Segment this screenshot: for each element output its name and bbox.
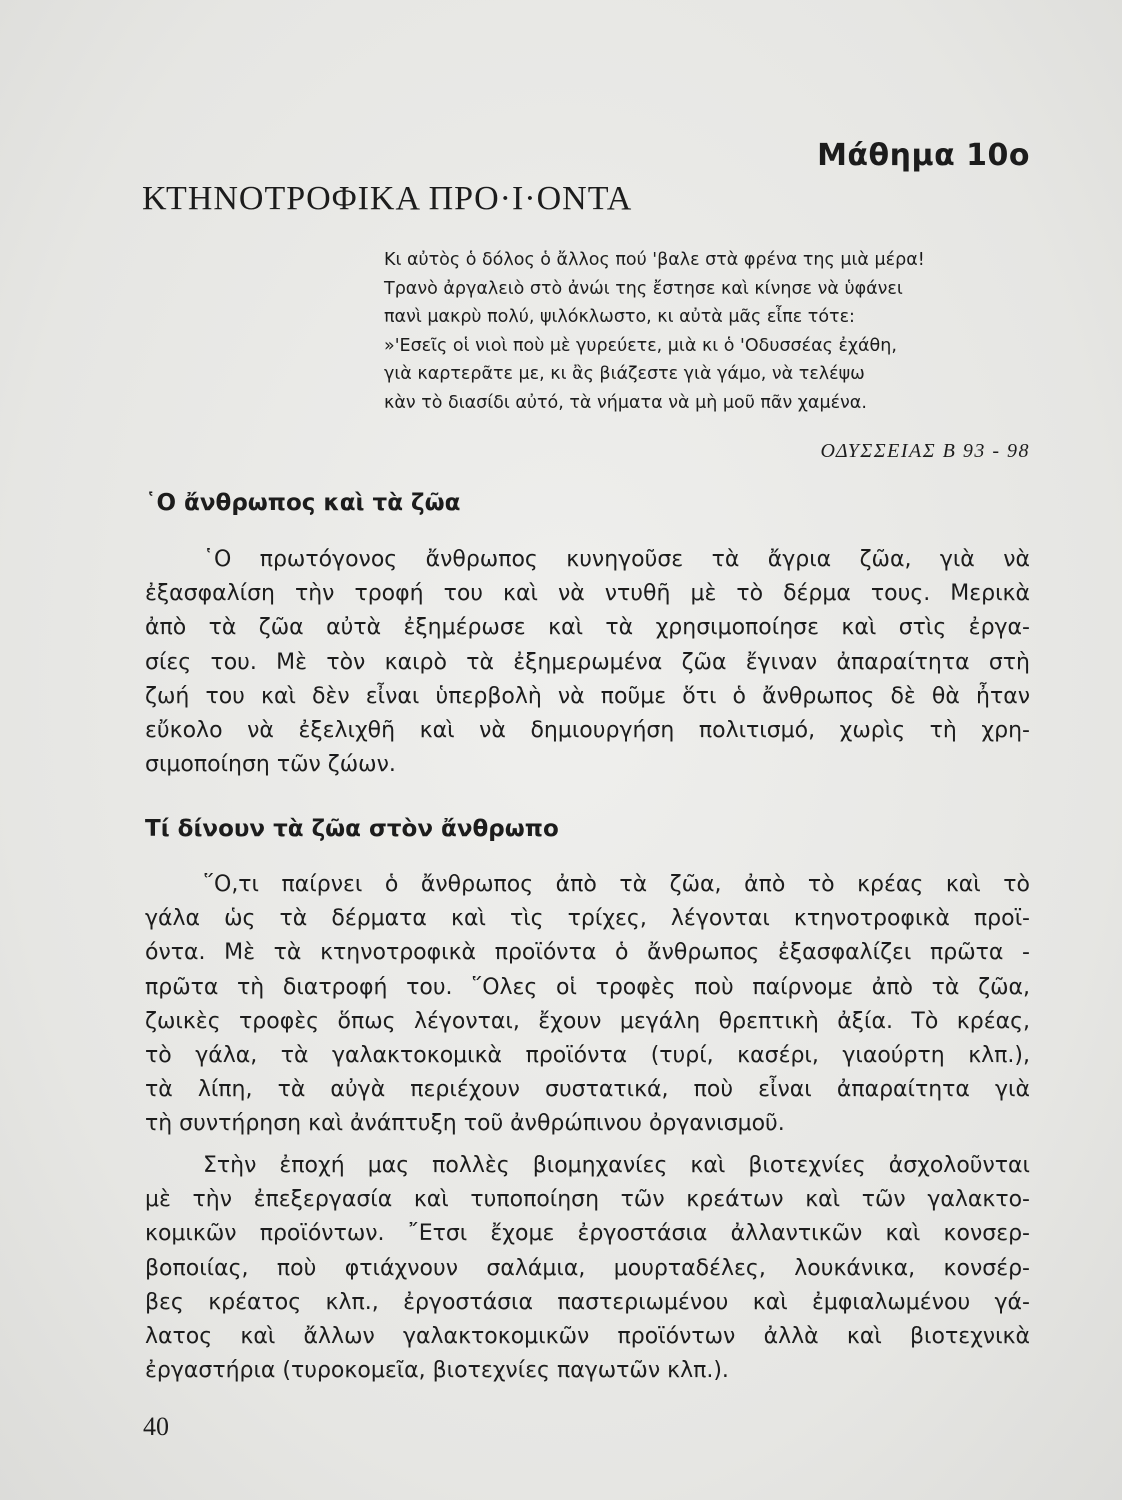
poem-line: πανὶ μακρὺ πολύ, ψιλόκλωστο, κι αὐτὰ μᾶς εἶπε τότε: xyxy=(384,307,855,327)
text-line: ἀπὸ τὰ ζῶα αὐτὰ ἐξημέρωσε καὶ τὰ χρησιμοποίησε καὶ στὶς ἐργα- xyxy=(145,615,1030,641)
text-line: Στὴν ἐποχή μας πολλὲς βιομηχανίες καὶ βιοτεχνίες ἀσχολοῦνται xyxy=(203,1153,1030,1178)
paragraph-humans-animals xyxy=(145,543,1030,782)
text-line: ζωή του καὶ δὲν εἶναι ὑπερβολὴ νὰ ποῦμε ὅτι ὁ ἄνθρωπος δὲ θὰ ἦταν xyxy=(145,683,1030,709)
text-line: κομικῶν προϊόντων. ῎Ετσι ἔχομε ἐργοστάσια ἀλλαντικῶν καὶ κονσερ- xyxy=(145,1221,1030,1247)
text-line: όντα. Μὲ τὰ κτηνοτροφικὰ προϊόντα ὁ ἄνθρωπος ἐξασφαλίζει πρῶτα - xyxy=(145,940,1030,966)
poem-line: Κι αὐτὸς ὁ δόλος ὁ ἄλλος πού 'βαλε στὰ φρένα της μιὰ μέρα! xyxy=(384,250,925,270)
text-line: γάλα ὡς τὰ δέρματα καὶ τὶς τρίχες, λέγονται κτηνοτροφικὰ προϊ- xyxy=(145,906,1030,932)
text-line: ἐξασφαλίση τὴν τροφή του καὶ νὰ ντυθῆ μὲ τὸ δέρμα τους. Μερικὰ xyxy=(145,581,1030,607)
text-line: βοποιίας, ποὺ φτιάχνουν σαλάμια, μουρταδέλες, λουκάνικα, κονσέρ- xyxy=(145,1255,1030,1281)
paragraph-industry xyxy=(145,1149,1030,1388)
paragraph-animal-products xyxy=(145,868,1030,1142)
text-line: τὰ λίπη, τὰ αὐγὰ περιέχουν συστατικά, ποὺ εἶναι ἀπαραίτητα γιὰ xyxy=(145,1077,1030,1103)
poem-line: »'Εσεῖς οἱ νιοὶ ποὺ μὲ γυρεύετε, μιὰ κι ὁ 'Οδυσσέας ἐχάθη, xyxy=(384,335,897,356)
poem-line: κὰν τὸ διασίδι αὐτό, τὰ νήματα νὰ μὴ μοῦ πᾶν χαμένα. xyxy=(384,392,867,413)
text-line: ῞Ο,τι παίρνει ὁ ἄνθρωπος ἀπὸ τὰ ζῶα, ἀπὸ τὸ κρέας καὶ τὸ xyxy=(203,872,1030,897)
lesson-label: Μάθημα 10ο xyxy=(817,138,1030,173)
text-line: βες κρέατος κλπ., ἐργοστάσια παστεριωμένου καὶ ἐμφιαλωμένου γά- xyxy=(145,1289,1030,1315)
text-line: ζωικὲς τροφὲς ὅπως λέγονται, ἔχουν μεγάλη θρεπτικὴ ἀξία. Τὸ κρέας, xyxy=(145,1008,1030,1034)
page-title: ΚΤΗΝΟΤΡΟΦΙΚΑ ΠΡΟ·Ι·ΟΝΤΑ xyxy=(142,180,633,217)
epigraph-poem xyxy=(384,246,1044,417)
text-line: ῾Ο πρωτόγονος ἄνθρωπος κυνηγοῦσε τὰ ἄγρια ζῶα, γιὰ νὰ xyxy=(203,547,1030,572)
text-line: εὔκολο νὰ ἐξελιχθῆ καὶ νὰ δημιουργήση πολιτισμό, χωρὶς τὴ χρη- xyxy=(145,718,1030,744)
text-line: τὸ γάλα, τὰ γαλακτοκομικὰ προϊόντα (τυρί, κασέρι, γιαούρτη κλπ.), xyxy=(145,1043,1030,1069)
text-line: μὲ τὴν ἐπεξεργασία καὶ τυποποίηση τῶν κρεάτων καὶ τῶν γαλακτο- xyxy=(145,1187,1030,1213)
poem-source: ΟΔΥΣΣΕΙΑΣ Β 93 - 98 xyxy=(820,440,1030,462)
text-line: τὴ συντήρηση καὶ ἀνάπτυξη τοῦ ἀνθρώπινου ὀργανισμοῦ. xyxy=(145,1111,785,1137)
section-heading-humans-animals: ῾Ο ἄνθρωπος καὶ τὰ ζῶα xyxy=(145,490,461,516)
poem-line: Τρανὸ ἀργαλειὸ στὸ ἀνώι της ἔστησε καὶ κίνησε νὰ ὑφάνει xyxy=(384,278,903,299)
text-line: ἐργαστήρια (τυροκομεῖα, βιοτεχνίες παγωτῶν κλπ.). xyxy=(145,1358,729,1384)
text-line: λατος καὶ ἄλλων γαλακτοκομικῶν προϊόντων ἀλλὰ καὶ βιοτεχνικὰ xyxy=(145,1324,1030,1350)
section-heading-what-animals-give: Τί δίνουν τὰ ζῶα στὸν ἄνθρωπο xyxy=(145,816,559,842)
text-line: σιμοποίηση τῶν ζώων. xyxy=(145,752,396,778)
text-line: σίες του. Μὲ τὸν καιρὸ τὰ ἐξημερωμένα ζῶα ἔγιναν ἀπαραίτητα στὴ xyxy=(145,649,1030,675)
text-line: πρῶτα τὴ διατροφή του. ῞Ολες οἱ τροφὲς ποὺ παίρνομε ἀπὸ τὰ ζῶα, xyxy=(145,974,1030,1000)
page-number: 40 xyxy=(143,1412,169,1441)
poem-line: γιὰ καρτερᾶτε με, κι ἂς βιάζεστε γιὰ γάμο, νὰ τελέψω xyxy=(384,364,865,384)
